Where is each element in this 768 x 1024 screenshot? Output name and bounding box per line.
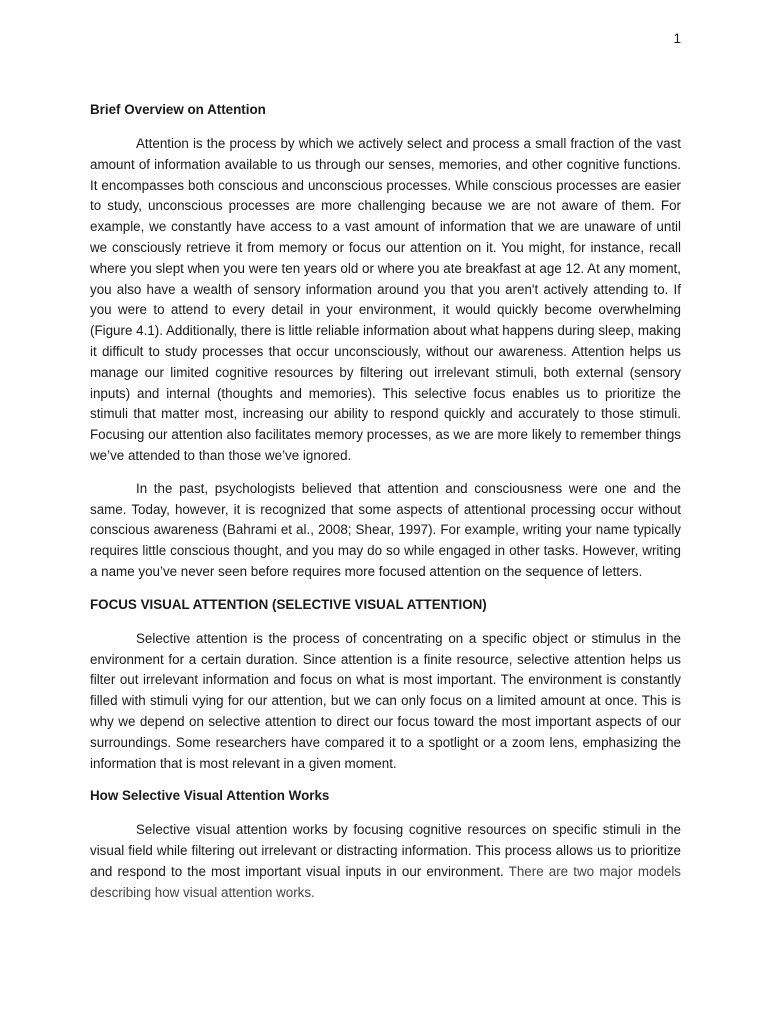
paragraph-attention-consciousness: In the past, psychologists believed that attention and consciousness were one and the same. Today, however, it is recognized that some aspects of attentional processing occur without conscious awareness (Bahrami et al., 2008; Shear, 1997). For example, writing your name typically requires little conscious thought, and you may do so while engaged in other tasks. However, writing a name you’ve never seen before requires more focused attention on the sequence of letters. bbox=[90, 480, 681, 579]
section-heading-how-it-works: How Selective Visual Attention Works bbox=[90, 788, 330, 804]
page-number: 1 bbox=[673, 31, 681, 46]
paragraph-how-it-works bbox=[90, 820, 681, 903]
paragraph-selective-attention: Selective attention is the process of concentrating on a specific object or stimulus in the environment for a certain duration. Since attention is a finite resource, selective attention helps us filter out irrelevant information and focus on what is most important. The environment is constantly filled with stimuli vying for our attention, but we can only focus on a limited amount at once. This is why we depend on selective attention to direct our focus toward the most important aspects of our surroundings. Some researchers have compared it to a spotlight or a zoom lens, emphasizing the information that is most relevant in a given moment. bbox=[90, 630, 681, 771]
section-heading-focus-visual-attention: FOCUS VISUAL ATTENTION (SELECTIVE VISUAL ATTENTION) bbox=[90, 596, 487, 612]
paragraph-attention-definition: Attention is the process by which we actively select and process a small fraction of the vast amount of information available to us through our senses, memories, and other cognitive functions. It encompasses both conscious and unconscious processes. While conscious processes are easier to study, unconscious processes are more challenging because we are not aware of them. For example, we constantly have access to a vast amount of information that we are unaware of until we consciously retrieve it from memory or focus our attention on it. You might, for instance, recall where you slept when you were ten years old or where you ate breakfast at age 12. At any moment, you also have a wealth of sensory information around you that you aren't actively attending to. If you were to attend to every detail in your environment, it would quickly become overwhelming (Figure 4.1). Additionally, there is little reliable information about what happens during sleep, making it difficult to study processes that occur unconsciously, without our awareness. Attention helps us manage our limited cognitive resources by filtering out irrelevant stimuli, both external (sensory inputs) and internal (thoughts and memories). This selective focus enables us to prioritize the stimuli that matter most, increasing our ability to respond quickly and accurately to those stimuli. Focusing our attention also facilitates memory processes, as we are more likely to remember things we’ve attended to than those we’ve ignored. bbox=[90, 136, 681, 463]
paragraph-how-it-works-text: Selective visual attention works by focusing cognitive resources on specific stimuli in the visual field while filtering out irrelevant or distracting information. This process allows us to prioritize and respond to the most important visual inputs in our environment. bbox=[90, 822, 681, 879]
paragraph-how-it-works-trailing: There are two major models describing how visual attention works. bbox=[90, 863, 681, 900]
document-body bbox=[90, 100, 681, 916]
section-heading-brief-overview: Brief Overview on Attention bbox=[90, 102, 266, 117]
